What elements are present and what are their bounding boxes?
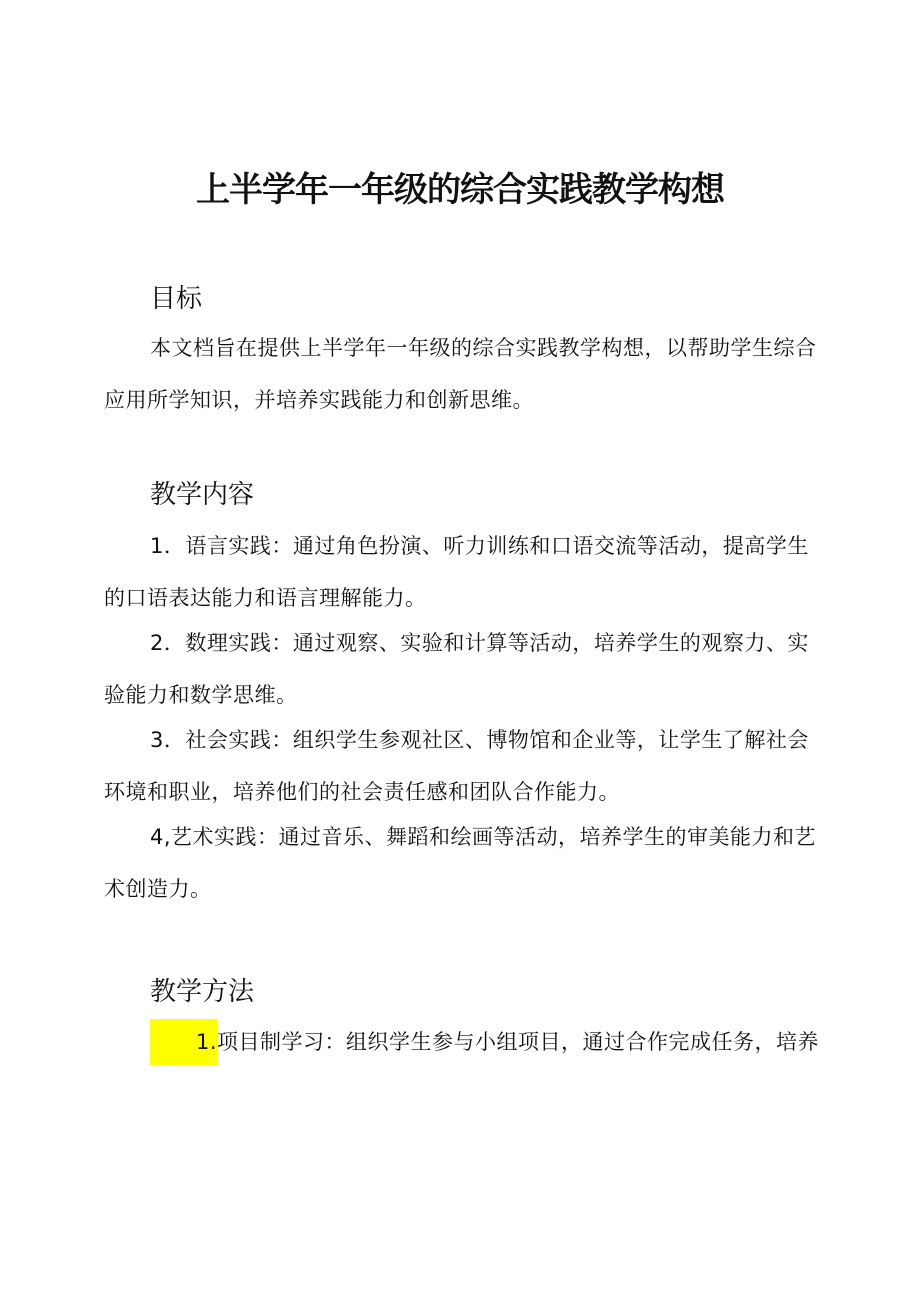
content-item-2-number: 2． (150, 631, 186, 655)
content-item-4 (104, 811, 824, 915)
goal-paragraph: 本文档旨在提供上半学年一年级的综合实践教学构想，以帮助学生综合应用所学知识，并培养实践能力和创新思维。 (104, 336, 817, 412)
method-item-1 (104, 1016, 824, 1068)
method-item-1-number-highlight: 1. (150, 1019, 217, 1065)
section-heading-content: 教学内容 (150, 480, 255, 510)
content-item-3-text: 社会实践：组织学生参观社区、博物馆和企业等，让学生了解社会环境和职业，培养他们的社会责任感和团队合作能力。 (104, 728, 809, 804)
content-item-3-number: 3． (150, 728, 186, 752)
document-title: 上半学年一年级的综合实践教学构想 (196, 170, 724, 210)
section-heading-goal: 目标 (150, 284, 203, 314)
content-item-1 (104, 520, 824, 624)
content-item-1-number: 1． (150, 534, 186, 558)
content-item-4-number: 4, (150, 825, 172, 849)
content-item-4-text: 艺术实践：通过音乐、舞蹈和绘画等活动，培养学生的审美能力和艺术创造力。 (104, 825, 817, 901)
content-item-1-text: 语言实践：通过角色扮演、听力训练和口语交流等活动，提高学生的口语表达能力和语言理解能力。 (104, 534, 809, 610)
content-item-3 (104, 714, 824, 818)
method-item-1-text: 项目制学习：组织学生参与小组项目，通过合作完成任务，培养 (217, 1030, 820, 1054)
section-heading-method: 教学方法 (150, 977, 255, 1007)
content-item-2 (104, 617, 824, 721)
content-item-2-text: 数理实践：通过观察、实验和计算等活动，培养学生的观察力、实验能力和数学思维。 (104, 631, 809, 707)
